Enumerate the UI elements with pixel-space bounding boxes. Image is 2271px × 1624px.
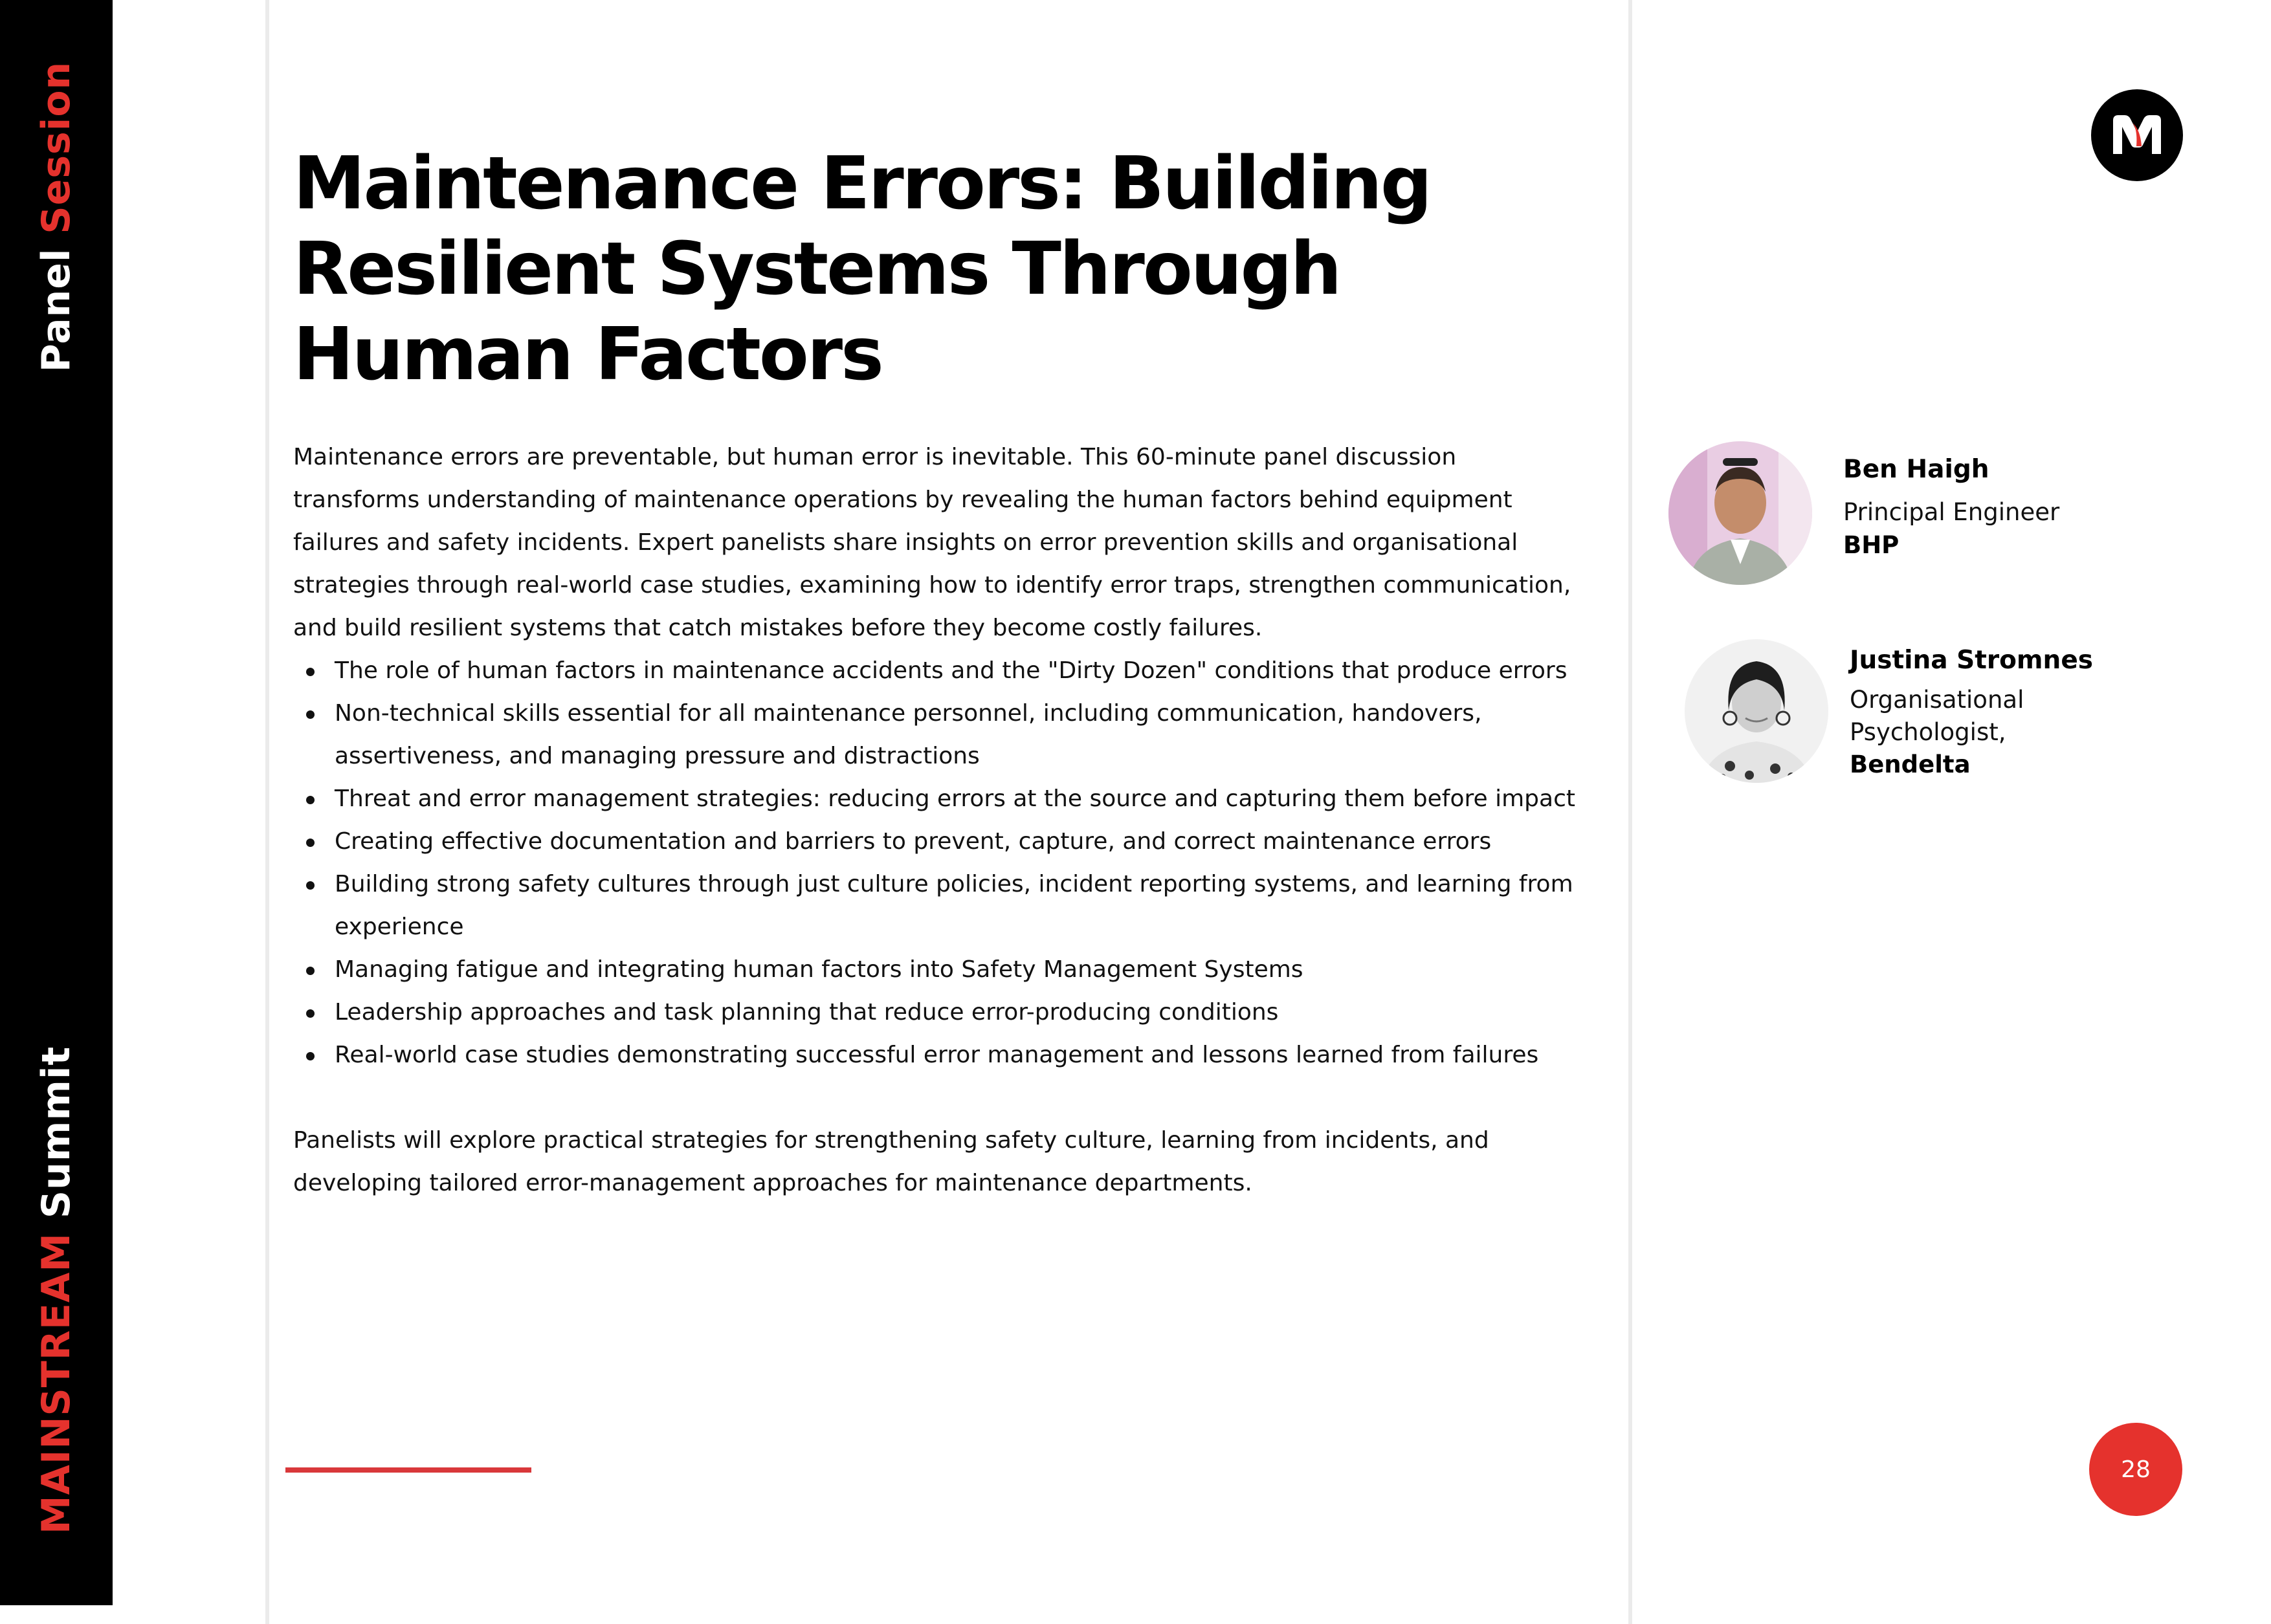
session-title: Maintenance Errors: Building Resilient Systems Through Human Factors [293,142,1430,397]
page-number-badge: 28 [2089,1423,2182,1516]
mainstream-logo-icon [2091,89,2183,181]
side-banner [0,0,113,1605]
speaker-role: Organisational Psychologist, [1850,686,2024,746]
session-description [293,436,1581,1205]
speaker-organisation: BHP [1843,531,1900,559]
list-item: Threat and error management strategies: reducing errors at the source and capturing them before impact [335,778,1581,820]
event-name-label: MAINSTREAM Summit [34,1046,79,1535]
list-item: Creating effective documentation and barriers to prevent, capture, and correct maintenance errors [335,820,1581,863]
list-item: Non-technical skills essential for all maintenance personnel, including communication, handovers, assertiveness, and managing pressure and distractions [335,692,1581,778]
speaker-role: Principal Engineer [1843,498,2060,526]
topic-list [293,650,1581,1077]
speaker-photo-avatar [1685,639,1828,783]
closing-paragraph: Panelists will explore practical strategies for strengthening safety culture, learning from incidents, and developing tailored error-management approaches for maintenance departments. [293,1127,1489,1196]
list-item: The role of human factors in maintenance accidents and the "Dirty Dozen" conditions that produce errors [335,650,1581,692]
speaker-name: Justina Stromnes [1850,646,2093,675]
list-item: Building strong safety cultures through just culture policies, incident reporting systems, and learning from experience [335,863,1581,949]
list-item: Real-world case studies demonstrating successful error management and lessons learned from failures [335,1034,1581,1077]
accent-divider [285,1467,531,1473]
list-item: Managing fatigue and integrating human factors into Safety Management Systems [335,949,1581,991]
session-type-label: Panel Session [34,61,79,373]
list-item: Leadership approaches and task planning that reduce error-producing conditions [335,991,1581,1034]
speaker-name: Ben Haigh [1843,455,1989,484]
speaker-photo-avatar [1668,441,1812,585]
intro-paragraph: Maintenance errors are preventable, but human error is inevitable. This 60-minute panel discussion transforms understanding of maintenance operations by revealing the human factors behind equipment failures and safety incidents. Expert panelists share insights on error prevention skills and organisational strategies through real-world case studies, examining how to identify error traps, strengthen communication, and build resilient systems that catch mistakes before they become costly failures. [293,444,1571,641]
speaker-organisation: Bendelta [1850,751,1971,778]
